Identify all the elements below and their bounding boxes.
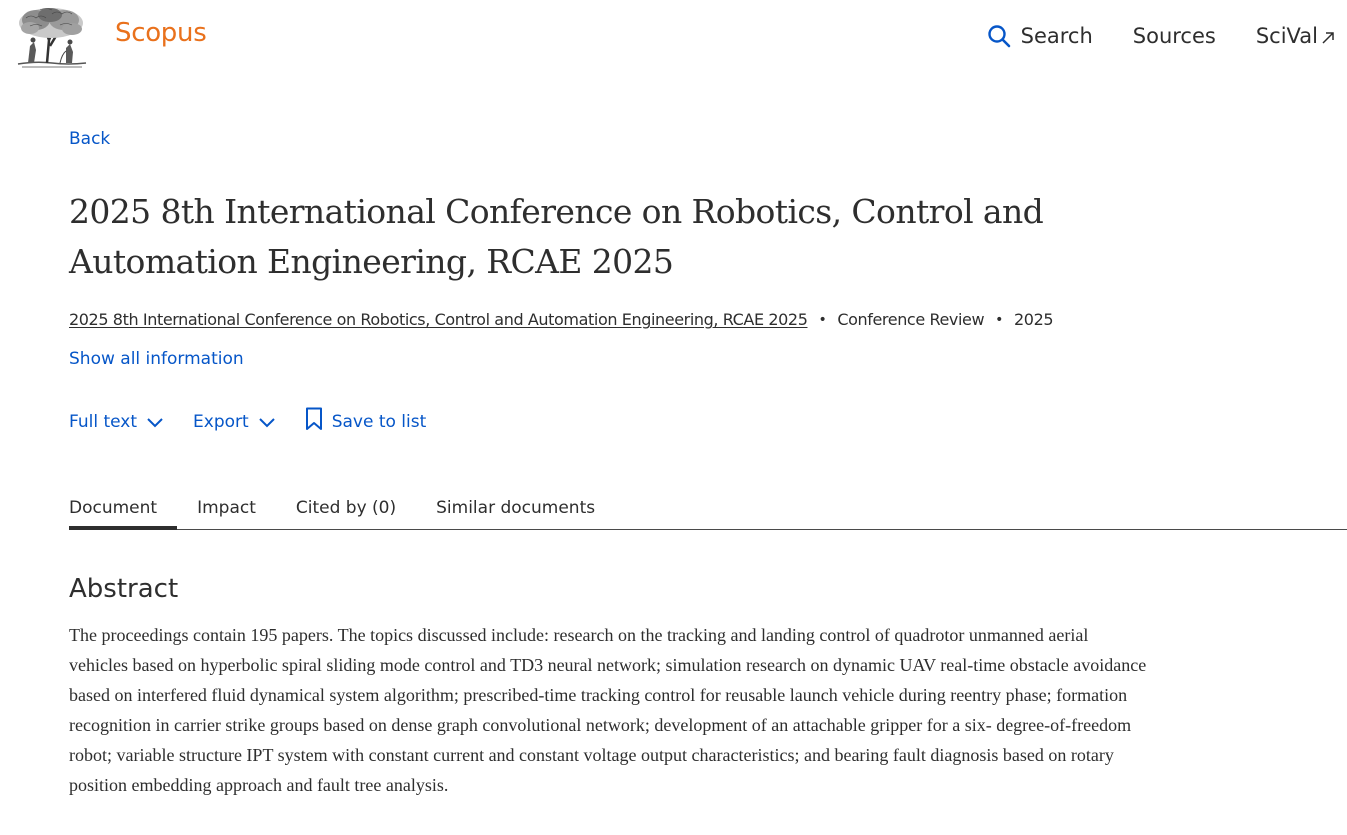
chevron-down-icon <box>258 413 276 433</box>
full-text-dropdown[interactable] <box>69 411 164 433</box>
document-type: Conference Review <box>837 310 985 329</box>
source-title-link[interactable]: 2025 8th International Conference on Robotics, Control and Automation Engineering, RCAE 2025 <box>69 310 808 329</box>
nav-sources-label: Sources <box>1132 24 1216 48</box>
document-actions <box>69 407 426 436</box>
document-tabs <box>69 493 1347 530</box>
chevron-down-icon <box>146 413 164 433</box>
top-header <box>0 0 1347 72</box>
meta-separator: • <box>818 311 827 328</box>
export-label: Export <box>193 411 249 432</box>
nav-search-button[interactable] <box>987 24 1093 48</box>
external-link-arrow-icon <box>1321 31 1335 45</box>
nav-search-label: Search <box>1020 24 1093 48</box>
tab-cited-by[interactable]: Cited by (0) <box>295 498 397 518</box>
save-to-list-button[interactable] <box>305 407 427 436</box>
tab-similar-documents[interactable]: Similar documents <box>436 498 596 518</box>
back-link[interactable]: Back <box>69 129 111 149</box>
publication-year: 2025 <box>1014 310 1054 329</box>
meta-separator: • <box>995 311 1004 328</box>
nav-sources-link[interactable] <box>1133 24 1216 48</box>
abstract-heading: Abstract <box>69 574 179 604</box>
top-navigation <box>987 22 1335 50</box>
bookmark-icon <box>305 407 323 436</box>
export-dropdown[interactable] <box>193 411 276 433</box>
tab-document[interactable]: Document <box>69 493 157 529</box>
search-icon <box>987 24 1011 48</box>
scopus-brand-logo[interactable]: Scopus <box>115 18 207 48</box>
elsevier-logo-icon[interactable] <box>16 6 87 68</box>
document-meta <box>69 310 1053 329</box>
show-all-information-link[interactable]: Show all information <box>69 349 244 369</box>
nav-scival-label: SciVal <box>1255 24 1318 48</box>
abstract-text: The proceedings contain 195 papers. The topics discussed include: research on the tracking and landing control of quadrotor unmanned aerial vehicles based on hyperbolic spiral sliding mode control and TD3 neural network; simulation research on dynamic UAV real-time obstacle avoidance based on interfered fluid dynamical system algorithm; prescribed-time tracking control for reusable launch vehicle during reentry phase; formation recognition in carrier strike groups based on dense graph convolutional network; development of an attachable gripper for a six- degree-of-freedom robot; variable structure IPT system with constant current and constant voltage output characteristics; and bearing fault diagnosis based on rotary position embedding approach and fault tree analysis. <box>69 625 1147 795</box>
save-to-list-label: Save to list <box>331 411 427 432</box>
full-text-label: Full text <box>69 411 138 432</box>
tab-impact[interactable]: Impact <box>197 498 256 518</box>
document-title: 2025 8th International Conference on Robotics, Control and Automation Engineering, RCAE 2025 <box>69 192 1044 281</box>
nav-scival-link[interactable] <box>1256 24 1335 48</box>
